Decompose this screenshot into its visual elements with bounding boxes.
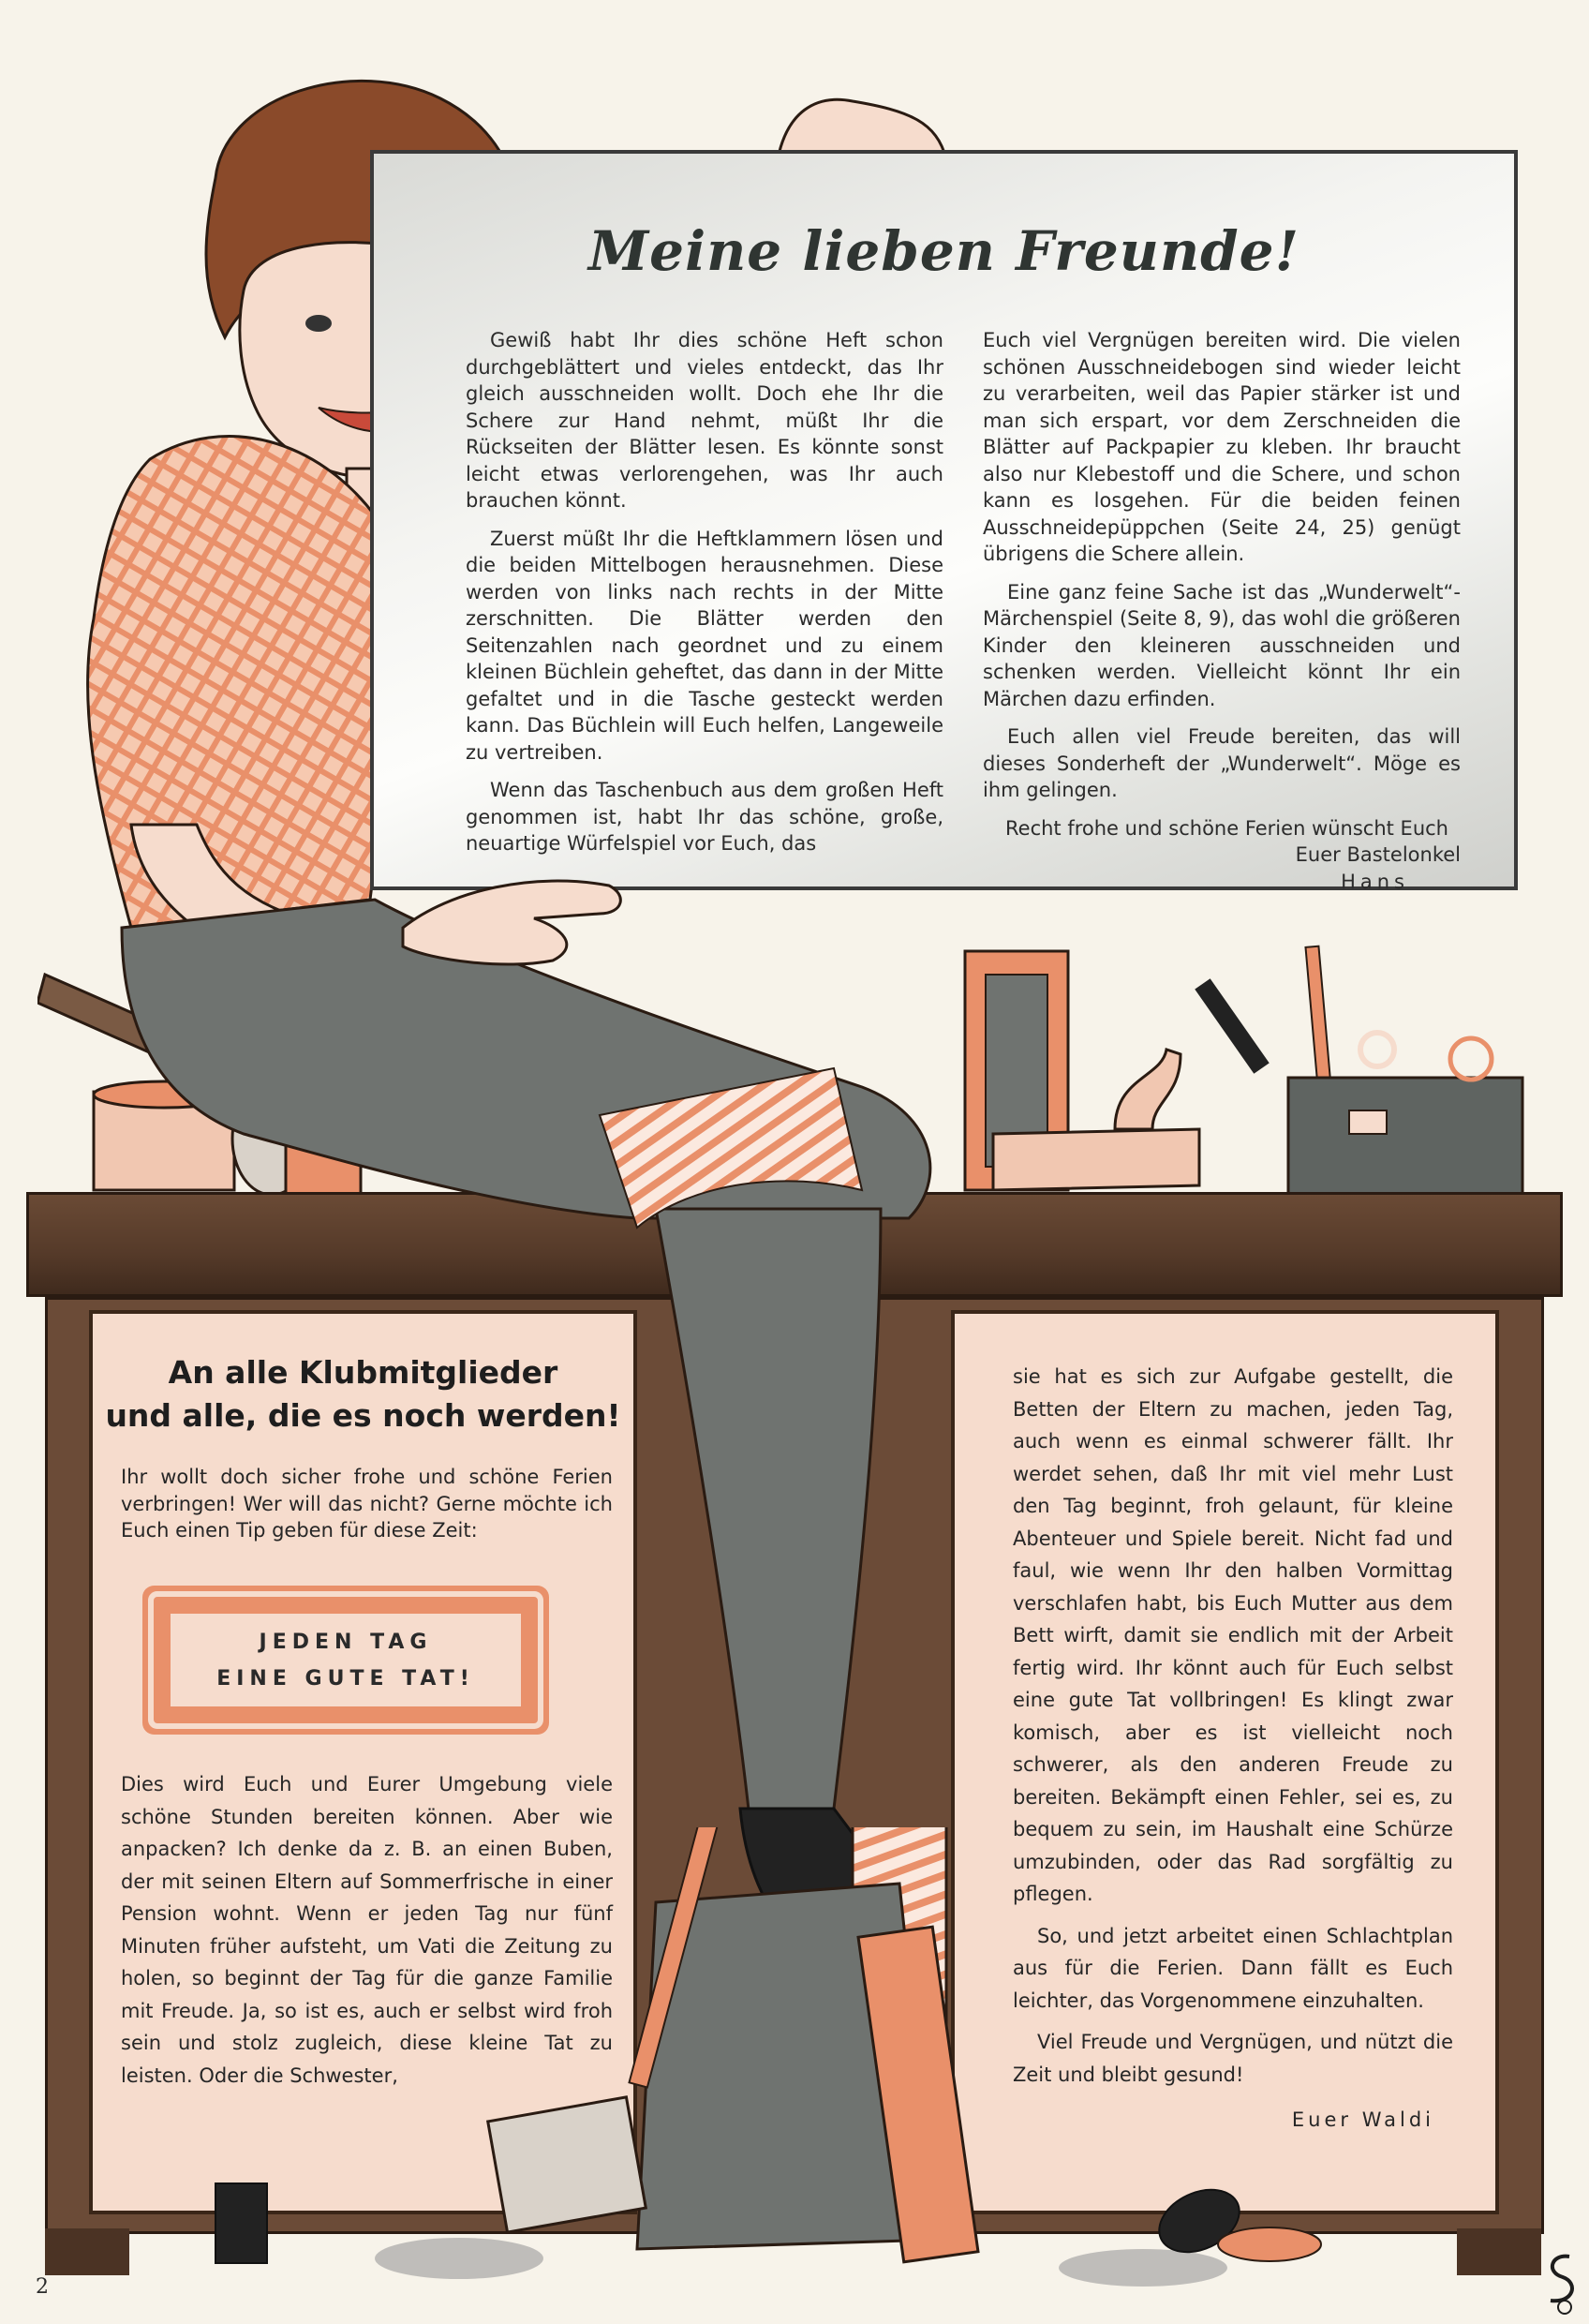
greeting-sign-board xyxy=(370,150,1518,893)
greeting-paragraph: Gewiß habt Ihr dies schöne Heft schon durchgeblättert und vieles entdeckt, das Ihr gleich ausschneiden wollt. Doch ehe Ihr die Schere zur Hand nehmt, müßt Ihr die Rückseiten der Blätter lesen. Es könnte sonst leicht etwas verlorengehen, was Ihr auch brauchen könnt. xyxy=(466,329,943,512)
checked-shirt-icon xyxy=(88,437,396,928)
greeting-signer: Euer Bastelonkel xyxy=(1295,843,1461,866)
greeting-signer-name: Hans xyxy=(1341,870,1409,893)
heading-line-2: und alle, die es noch werden! xyxy=(105,1397,621,1434)
spool-icon xyxy=(215,2183,267,2263)
panel-right-paragraph: sie hat es sich zur Aufgabe gestellt, die Betten der Eltern zu machen, jeden Tag, auch wenn es einmal schwerer fällt. Ihr werdet sehen, daß Ihr mit viel mehr Lust den Tag beginnt, froh gelaunt, für kleine Abenteuer und Spiele bereit. Nicht fad und faul, wie wenn Ihr den halben Vormittag verschlafen habt, bis Euch Mutter aus dem Bett wirft, damit sie endlich mit der Arbeit fertig wird. Ihr könnt auch für Euch selbst eine gute Tat vollbringen! Es klingt zwar komisch, aber es ist vielleicht noch schwerer, als den anderen Freude zu bereiten. Bekämpft einen Fehler, sei es, zu bequem zu sein, im Haushalt eine Schürze umzubinden, oder das Rad sorgfältig zu pflegen. xyxy=(1013,1365,1453,1905)
tools-right-illustration xyxy=(946,937,1546,1209)
brush-icon xyxy=(488,2097,646,2232)
panel-right-paragraph: So, und jetzt arbeitet einen Schlachtplan aus für die Ferien. Dann fällt es Euch leichter, das Vorgenommene einzuhalten. xyxy=(1013,1924,1453,2012)
wood-plane-icon xyxy=(993,1129,1199,1190)
greeting-title: Meine lieben Freunde! xyxy=(587,219,1300,283)
waldi-signoff: Euer Waldi xyxy=(1291,2108,1434,2131)
resting-hand-icon xyxy=(403,881,620,964)
resting-hand-illustration xyxy=(394,872,637,975)
greeting-column-left xyxy=(466,327,943,869)
greeting-paragraph: Eine ganz feine Sache ist das „Wunderwelt“-Märchenspiel (Seite 8, 9), das wohl die größeren Kinder den kleineren ausschneiden und schenken werden. Vielleicht könnt Ihr ein Märchen dazu erfinden. xyxy=(983,580,1461,710)
chisel-icon xyxy=(1195,978,1269,1074)
heading-line-1: An alle Klubmitglieder xyxy=(168,1354,558,1391)
tip-line-2: EINE GUTE TAT! xyxy=(216,1667,475,1691)
greeting-closing: Recht frohe und schöne Ferien wünscht Euch xyxy=(1005,816,1448,840)
panel-right-paragraph: Viel Freude und Vergnügen, und nützt die Zeit und bleibt gesund! xyxy=(1013,2031,1453,2086)
lower-leg-icon xyxy=(656,1209,881,1818)
greeting-column-right xyxy=(983,327,1461,895)
club-members-body: Dies wird Euch und Eurer Umgebung viele schöne Stunden bereiten können. Aber wie anpacken? Ich denke da z. B. an einen Buben, der mit seinen Eltern auf Sommerfrische in einer Pension wohnt. Wenn er jeden Tag nur fünf Minuten früher aufsteht, um Vati die Zeitung zu holen, so beginnt der Tag für die ganze Familie mit Freude. Ja, so ist es, auch er selbst wird froh sein und stolz zugleich, diese kleine Tat zu leisten. Oder die Schwester, xyxy=(121,1773,613,2087)
greeting-paragraph: Zuerst müßt Ihr die Heftklammern lösen und die beiden Mittelbogen herausnehmen. Diese werden von links nach rechts in der Mitte zerschnitten. Die Blätter werden den Seitenzahlen nach geordnet und zu einem kleinen Büchlein geheftet, das dann in der Mitte gefaltet und in die Tasche gesteckt werden kann. Das Büchlein will Euch helfen, Langeweile zu vertreiben. xyxy=(466,527,943,764)
polish-lid-icon xyxy=(1218,2227,1321,2261)
club-members-intro: Ihr wollt doch sicher frohe und schöne Ferien verbringen! Wer will das nicht? Gerne möchte ich Euch einen Tip geben für diese Zeit: xyxy=(121,1466,613,1542)
greeting-paragraph: Euch allen viel Freude bereiten, das will dieses Sonderheft der „Wunderwelt“. Möge es ihm gelingen. xyxy=(983,725,1461,801)
floor-items-illustration xyxy=(187,1827,1546,2296)
page-number: 2 xyxy=(36,2275,49,2299)
greeting-paragraph: Wenn das Taschenbuch aus dem großen Heft genommen ist, habt Ihr das schöne, große, neuartige Würfelspiel vor Euch, das xyxy=(466,779,943,855)
shavings-icon xyxy=(1360,1033,1394,1066)
artist-signature-icon xyxy=(1537,2249,1583,2315)
tip-line-1: JEDEN TAG xyxy=(259,1631,433,1654)
tool-box-icon xyxy=(1288,1078,1522,1199)
dust-pile-icon xyxy=(375,2238,543,2279)
greeting-paragraph: Euch viel Vergnügen bereiten wird. Die vielen schönen Ausschneidebogen sind wieder leicht zu verarbeiten, weil das Papier stärker ist und man sich erspart, vor dem Zerschneiden die Blätter auf Packpapier zu kleben. Ihr braucht also nur Klebestoff und die Schere, und schon kann es losgehen. Für die beiden feinen Ausschneidepüppchen (Seite 24, 25) genügt übrigens die Schere allein. xyxy=(983,329,1461,565)
dust-pile-icon xyxy=(1059,2249,1227,2287)
